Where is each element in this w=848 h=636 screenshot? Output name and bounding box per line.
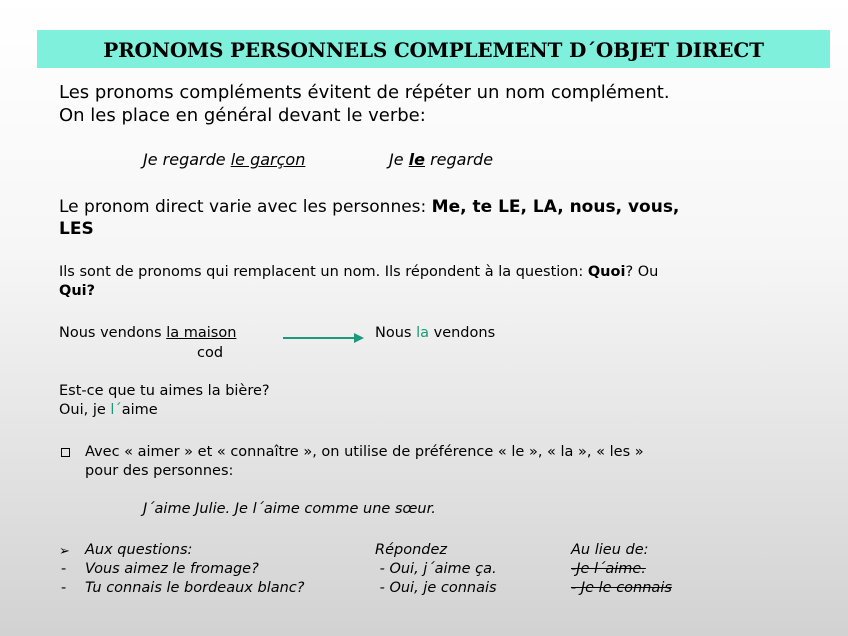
example-2-result — [375, 324, 495, 343]
arrow-right-icon — [282, 331, 366, 345]
question-text: Ils sont de pronoms qui remplacent un nom. Ils répondent à la question: — [59, 264, 584, 280]
table-row-answer: - Oui, je connais — [375, 580, 497, 596]
dash-bullet: - — [61, 580, 67, 596]
table-header-answers: Répondez — [375, 542, 447, 558]
example-3 — [59, 382, 270, 420]
table-row-answer: - Oui, j´aime ça. — [375, 561, 497, 577]
example-3-pronoun: l´ — [110, 402, 122, 418]
example-2-verb-end: vendons — [433, 325, 496, 341]
pronouns-paragraph — [59, 196, 679, 240]
pronouns-text: Le pronom direct varie avec les personnes: — [59, 197, 427, 217]
note-line-2: pour des personnes: — [85, 463, 234, 479]
intro-line-1: Les pronoms compléments évitent de répéter un nom complément. — [59, 82, 670, 103]
table-row-wrong: -Je l´aime. — [571, 561, 646, 577]
note-line-1: Avec « aimer » et « connaître », on utilise de préférence « le », « la », « les » — [85, 444, 644, 460]
question-paragraph — [59, 263, 658, 301]
table-row-wrong: - Je le connais — [571, 580, 672, 596]
example-3-verb: aime — [121, 402, 158, 418]
example-3-question: Est-ce que tu aimes la bière? — [59, 383, 270, 399]
example-2-sentence — [59, 324, 236, 343]
note-text — [85, 443, 644, 481]
table-row-question: Tu connais le bordeaux blanc? — [85, 580, 305, 596]
example-2-verb: Nous vendons — [59, 325, 162, 341]
quoi-label: Quoi — [587, 264, 626, 280]
pronouns-list: Me, te LE, LA, nous, vous, — [431, 197, 680, 217]
example-3-answer: Oui, je — [59, 402, 106, 418]
example-1-verb-end: regarde — [430, 150, 494, 169]
example-1-pronoun: le — [408, 150, 425, 169]
ou-label: ? Ou — [625, 264, 659, 280]
example-1-subject: Je — [389, 150, 404, 169]
table-row-question: Vous aimez le fromage? — [85, 561, 259, 577]
arrow-bullet-icon: ➢ — [59, 544, 70, 559]
example-2-object: la maison — [166, 325, 237, 341]
example-1-verb: Je regarde — [143, 150, 226, 169]
note-example: J´aime Julie. Je l´aime comme une sœur. — [143, 501, 436, 517]
cod-label: cod — [197, 345, 224, 361]
example-1-right — [389, 150, 493, 169]
checkbox-bullet-icon — [61, 448, 70, 457]
qui-label: Qui? — [59, 283, 96, 299]
example-1-object: le garçon — [230, 150, 306, 169]
page-title: PRONOMS PERSONNELS COMPLEMENT D´OBJET DIRECT — [37, 30, 830, 68]
example-2-subject: Nous — [375, 325, 412, 341]
table-header-instead: Au lieu de: — [571, 542, 649, 558]
pronouns-list-end: LES — [59, 219, 94, 239]
intro-line-2: On les place en général devant le verbe: — [59, 105, 426, 126]
example-1-left — [143, 150, 305, 169]
dash-bullet: - — [61, 561, 67, 577]
table-header-questions: Aux questions: — [85, 542, 193, 558]
intro-text — [59, 81, 670, 127]
example-2-pronoun: la — [416, 325, 429, 341]
